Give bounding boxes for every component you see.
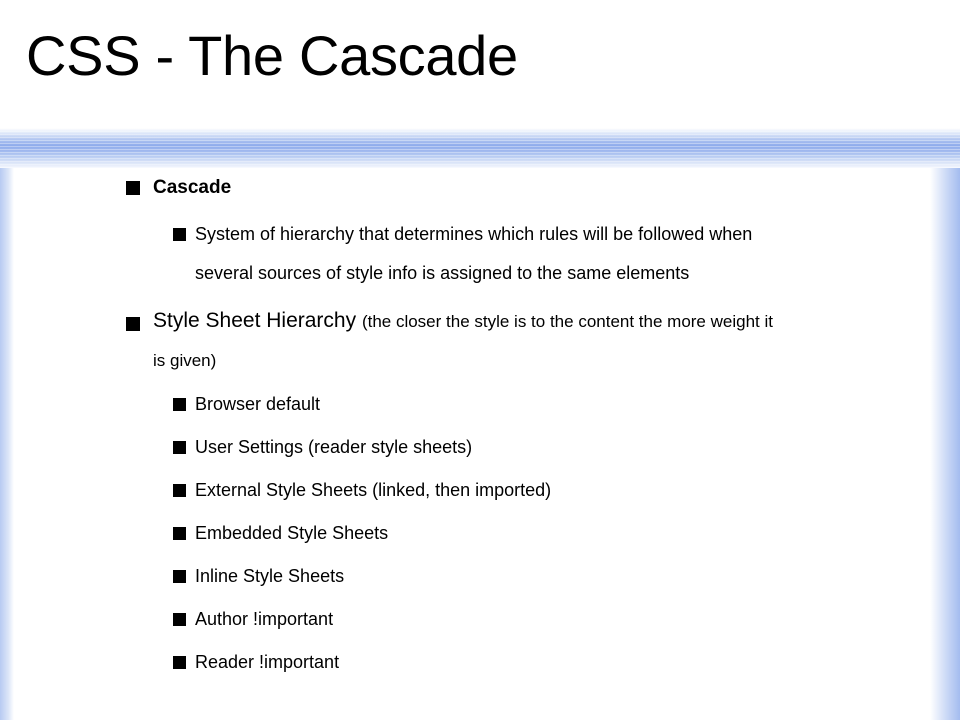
- square-bullet-icon: [126, 317, 140, 331]
- cascade-heading: Cascade: [153, 177, 232, 198]
- hierarchy-item: Embedded Style Sheets: [195, 523, 389, 543]
- square-bullet-icon: [173, 398, 186, 411]
- hierarchy-item: Author !important: [195, 609, 334, 629]
- title-underline-band: [0, 128, 960, 168]
- square-bullet-icon: [173, 228, 186, 241]
- hierarchy-item: Reader !important: [195, 652, 340, 672]
- right-edge-gradient: [930, 168, 960, 720]
- cascade-definition-line-2: several sources of style info is assigned to the same elements: [195, 263, 690, 283]
- square-bullet-icon: [173, 527, 186, 540]
- square-bullet-icon: [173, 570, 186, 583]
- slide-title: CSS - The Cascade: [26, 24, 518, 87]
- hierarchy-heading-line: [153, 309, 773, 333]
- cascade-definition-line-1: System of hierarchy that determines which rules will be followed when: [195, 224, 753, 244]
- hierarchy-item: External Style Sheets (linked, then imported): [195, 480, 552, 500]
- left-edge-gradient: [0, 168, 14, 720]
- hierarchy-item: Inline Style Sheets: [195, 566, 345, 586]
- hierarchy-heading: Style Sheet Hierarchy: [153, 309, 357, 332]
- hierarchy-note-line-2: is given): [153, 351, 217, 370]
- hierarchy-note-line-1: (the closer the style is to the content the more weight it: [361, 312, 773, 331]
- square-bullet-icon: [173, 484, 186, 497]
- square-bullet-icon: [173, 613, 186, 626]
- hierarchy-item: User Settings (reader style sheets): [195, 437, 473, 457]
- square-bullet-icon: [173, 656, 186, 669]
- hierarchy-item: Browser default: [195, 394, 321, 414]
- square-bullet-icon: [173, 441, 186, 454]
- square-bullet-icon: [126, 181, 140, 195]
